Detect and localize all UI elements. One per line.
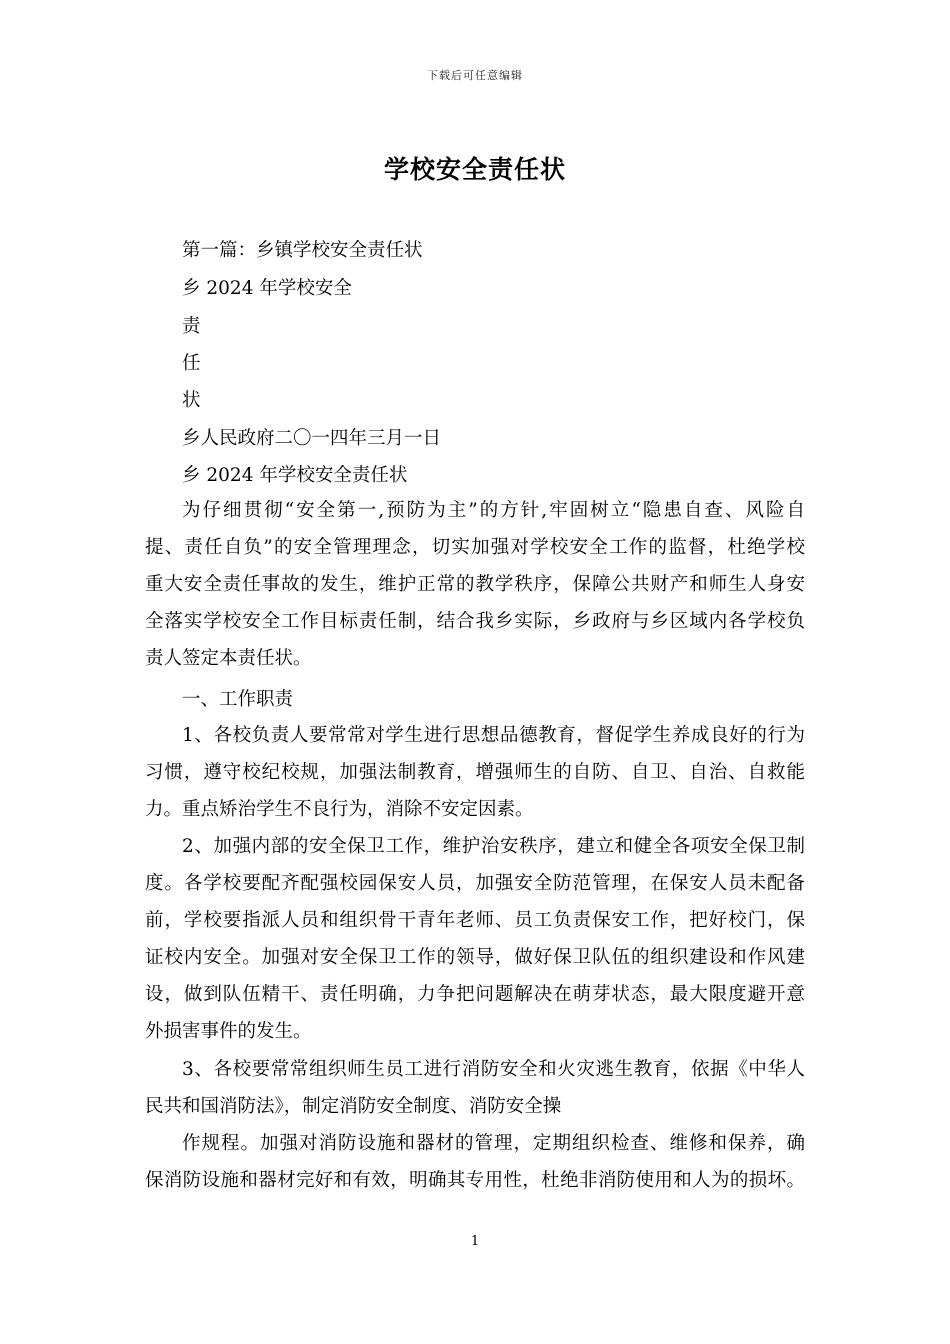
cover-line: 责 (182, 316, 201, 337)
paragraph-line: 习惯，遵守校纪校规，加强法制教育，增强师生的自防、自卫、自治、自救能 (145, 762, 805, 783)
document-title: 学校安全责任状 (383, 155, 566, 184)
section-heading (145, 681, 805, 718)
paragraph-line: 为仔细贯彻“安全第一,预防为主”的方针,牢固树立“隐患自查、风险自 (182, 500, 805, 521)
paragraph-line: 力。重点矫治学生不良行为，消除不安定因素。 (145, 799, 534, 820)
cover-line: 任 (182, 353, 201, 374)
paragraph-line: 前，学校要指派人员和组织骨干青年老师、员工负责保安工作，把好校门，保 (145, 910, 805, 931)
paragraph-line: 全落实学校安全工作目标责任制，结合我乡实际，乡政府与乡区域内各学校负 (145, 611, 805, 632)
paragraph-line: 责人签定本责任状。 (145, 648, 312, 669)
paragraph-line: 提、责任自负”的安全管理理念，切实加强对学校安全工作的监督，杜绝学校 (145, 537, 805, 558)
paragraph-line: 3、各校要常常组织师生员工进行消防安全和火灾逃生教育，依据《中华人 (182, 1059, 805, 1080)
paragraph-line: 作规程。加强对消防设施和器材的管理，定期组织检查、维修和保养，确 (182, 1133, 805, 1154)
body-paragraph (145, 1125, 805, 1199)
paragraph-line: 民共和国消防法》，制定消防安全制度、消防安全操 (145, 1096, 562, 1117)
cover-line: 乡 2024 年学校安全责任状 (182, 465, 408, 486)
page-number: 1 (470, 1234, 480, 1249)
paragraph-line: 2、加强内部的安全保卫工作，维护治安秩序，建立和健全各项安全保卫制 (182, 836, 805, 857)
cover-date-line: 乡人民政府二〇一四年三月一日 (182, 428, 442, 449)
page-header: 下载后可任意编辑 (427, 69, 523, 82)
paragraph-line: 度。各学校要配齐配强校园保安人员，加强安全防范管理，在保安人员未配备 (145, 873, 805, 894)
paragraph-line: 重大安全责任事故的发生，维护正常的教学秩序，保障公共财产和师生人身安 (145, 574, 805, 595)
body-paragraph (145, 492, 805, 677)
paragraph-line: 一、工作职责 (182, 689, 294, 710)
body-paragraph (145, 828, 805, 1050)
cover-line: 状 (182, 390, 201, 411)
paragraph-line: 保消防设施和器材完好和有效，明确其专用性，杜绝非消防使用和人为的损坏。 (145, 1170, 805, 1191)
body-paragraph (145, 1051, 805, 1125)
section-heading: 第一篇：乡镇学校安全责任状 (182, 240, 423, 261)
cover-line: 乡 2024 年学校安全 (182, 278, 352, 299)
paragraph-line: 设，做到队伍精干、责任明确，力争把问题解决在萌芽状态，最大限度避开意 (145, 984, 805, 1005)
paragraph-line: 证校内安全。加强对安全保卫工作的领导，做好保卫队伍的组织建设和作风建 (145, 947, 805, 968)
body-paragraph (145, 717, 805, 828)
paragraph-line: 外损害事件的发生。 (145, 1021, 312, 1042)
paragraph-line: 1、各校负责人要常常对学生进行思想品德教育，督促学生养成良好的行为 (182, 725, 805, 746)
